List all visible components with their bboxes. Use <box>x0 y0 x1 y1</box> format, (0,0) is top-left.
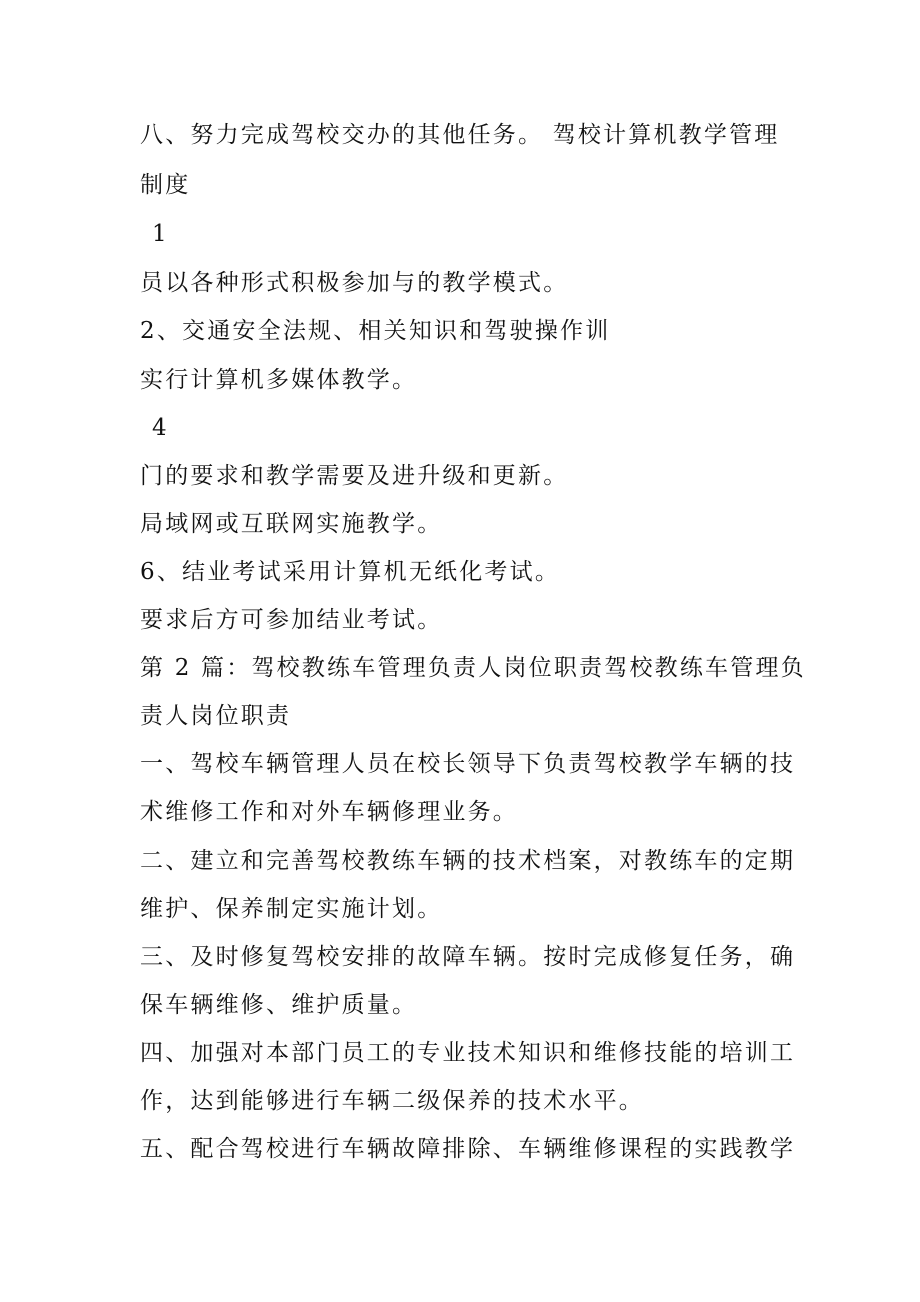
section-heading: 责人岗位职责 <box>140 703 292 729</box>
text-line: 员以各种形式积极参加与的教学模式。 <box>140 270 569 296</box>
text-line: 维护、保养制定实施计划。 <box>140 896 443 922</box>
text-line: 术维修工作和对外车辆修理业务。 <box>140 799 518 825</box>
text-line: 要求后方可参加结业考试。 <box>140 607 443 633</box>
text-line: 四、加强对本部门员工的专业技术知识和维修技能的培训工 <box>140 1040 796 1066</box>
text-line: 作，达到能够进行车辆二级保养的技术水平。 <box>140 1088 644 1114</box>
section-heading: 第 2 篇：驾校教练车管理负责人岗位职责驾校教练车管理负 <box>140 655 806 681</box>
text-line: 保车辆维修、维护质量。 <box>140 992 418 1018</box>
text-line: 制度 <box>140 172 191 198</box>
text-line: 6、结业考试采用计算机无纸化考试。 <box>140 559 561 585</box>
text-line: 八、努力完成驾校交办的其他任务。 驾校计算机教学管理 <box>140 122 780 148</box>
page-number: 4 <box>152 415 169 441</box>
text-line: 门的要求和教学需要及进升级和更新。 <box>140 463 569 489</box>
text-line: 二、建立和完善驾校教练车辆的技术档案，对教练车的定期 <box>140 848 796 874</box>
text-line: 三、及时修复驾校安排的故障车辆。按时完成修复任务，确 <box>140 944 796 970</box>
text-line: 实行计算机多媒体教学。 <box>140 367 418 393</box>
text-line: 一、驾校车辆管理人员在校长领导下负责驾校教学车辆的技 <box>140 751 796 777</box>
text-line: 五、配合驾校进行车辆故障排除、车辆维修课程的实践教学 <box>140 1136 796 1162</box>
page-number: 1 <box>152 221 169 247</box>
text-line: 2、交通安全法规、相关知识和驾驶操作训 <box>140 318 611 344</box>
text-line: 局域网或互联网实施教学。 <box>140 511 443 537</box>
